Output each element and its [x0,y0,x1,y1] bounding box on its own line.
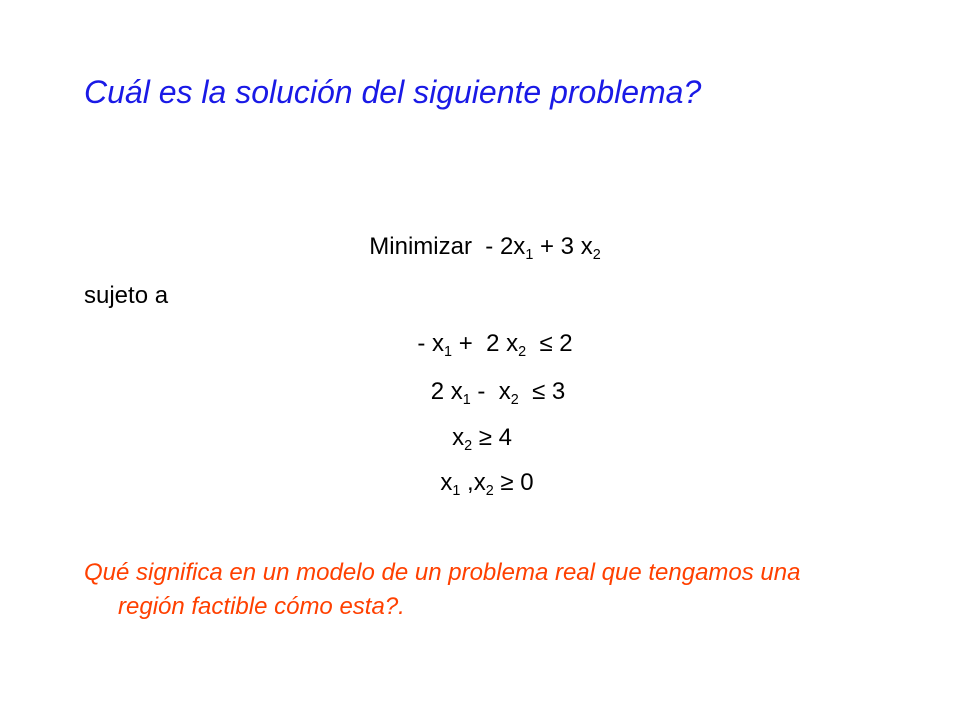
constraint-3 [0,423,960,453]
question-text: Qué significa en un modelo de un problema real que tengamos una región factible cómo esta?. [84,559,801,620]
constraint-2-sub-b: 2 [510,392,519,409]
constraint-1-sub-a: 1 [444,344,453,361]
constraint-3-term-a: x [452,424,465,451]
constraint-1-rhs: ≤ 2 [526,330,573,357]
constraint-4 [0,468,960,498]
constraint-4-term-a: x [440,469,453,496]
constraint-1-sub-b: 2 [518,344,527,361]
constraint-4-term-b: ,x [460,469,486,496]
subject-to-label: sujeto a [84,282,169,309]
constraint-3-sub-a: 2 [464,438,473,455]
objective-term-2: + 3 x [533,233,593,260]
constraint-2 [0,377,960,407]
slide-title: Cuál es la solución del siguiente problema? [84,74,702,110]
constraint-1-term-b: + 2 x [452,330,519,357]
constraint-2-term-b: - x [470,378,511,405]
constraint-4-sub-a: 1 [452,483,461,500]
objective-term-1: - 2x [485,233,526,260]
constraint-4-rhs: ≥ 0 [493,469,534,496]
objective-function [0,232,960,262]
objective-verb: Minimizar [369,233,472,260]
constraint-2-term-a: 2 x [430,378,463,405]
constraint-1 [0,329,960,359]
constraint-1-term-a: - x [417,330,445,357]
objective-subscript-1: 1 [525,247,534,264]
constraint-4-sub-b: 2 [485,483,494,500]
constraint-3-rhs: ≥ 4 [472,424,512,451]
constraint-2-sub-a: 1 [462,392,471,409]
constraint-2-rhs: ≤ 3 [518,378,566,405]
objective-subscript-2: 2 [592,247,601,264]
